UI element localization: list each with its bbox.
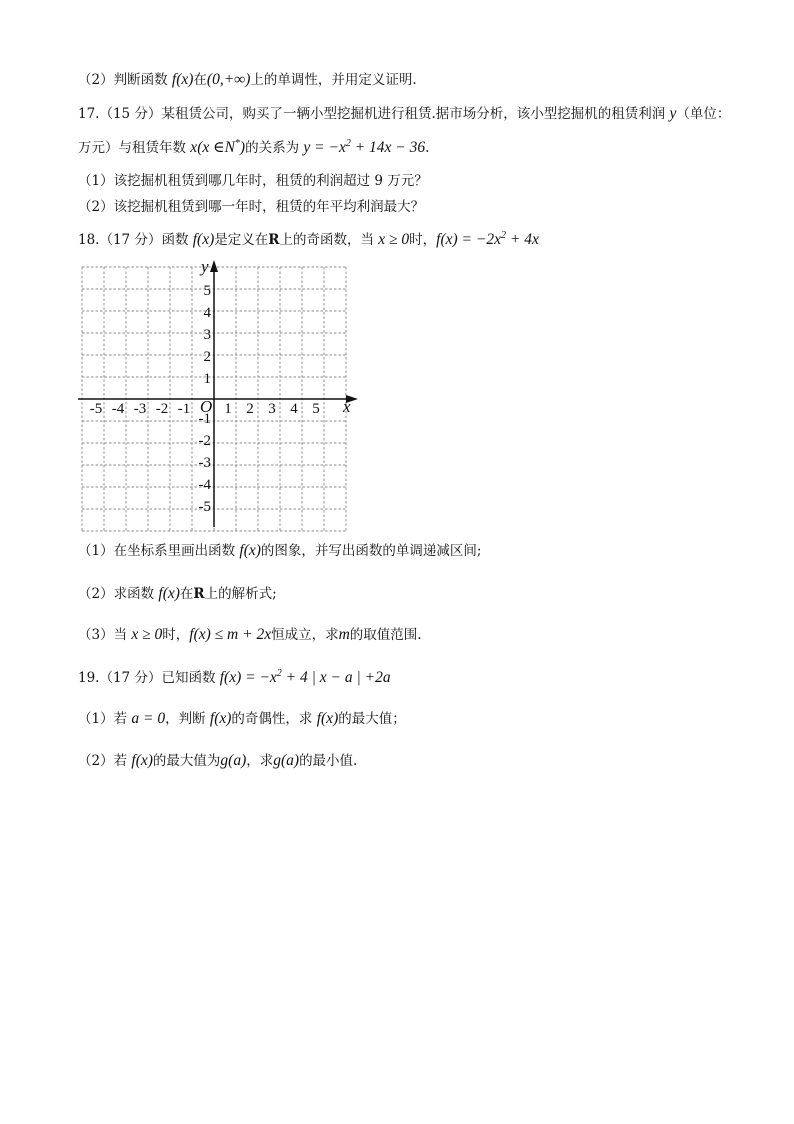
y-tick-label: 5 — [203, 283, 211, 299]
text: 时， — [409, 232, 437, 248]
math-R: R — [193, 586, 205, 602]
math-fx: f(x) — [192, 231, 215, 248]
text: （1）在坐标系里画出函数 — [78, 543, 240, 559]
problem-17-relation — [78, 138, 429, 158]
text: ，求 — [246, 753, 274, 769]
y-tick-label: -3 — [198, 455, 211, 471]
math-condition: a = 0 — [131, 710, 166, 727]
x-tick-label: 3 — [268, 401, 276, 417]
text: 的图象，并写出函数的单调递减区间; — [260, 543, 482, 559]
x-tick-label: 4 — [290, 401, 298, 417]
problem-18-part-3 — [78, 625, 422, 645]
text: 在 — [179, 586, 194, 602]
text: 的最大值为 — [152, 753, 221, 769]
math-fx: f(x) — [171, 71, 194, 88]
problem-17-part-2: （2）该挖掘机租赁到哪一年时，租赁的年平均利润最大？ — [78, 199, 425, 215]
y-axis-arrow — [210, 260, 218, 272]
text: 18.（17 分）函数 — [78, 232, 193, 248]
x-tick-label: -1 — [177, 401, 191, 417]
text: 的奇偶性，求 — [231, 711, 317, 727]
x-tick-label: -2 — [155, 401, 169, 417]
x-tick-label: 1 — [224, 401, 232, 417]
problem-18-part-1 — [78, 541, 481, 561]
math-interval: (0,+∞) — [206, 71, 251, 88]
text: 时， — [162, 627, 190, 643]
text: （3）当 — [78, 627, 132, 643]
math-ga: g(a) — [273, 752, 300, 769]
math-equation: $f(x) = -2x^2 + 4x$ — [436, 230, 539, 248]
math-m: m — [338, 626, 350, 643]
text: 是定义在 — [214, 232, 269, 248]
text: （1）若 — [78, 711, 132, 727]
problem-18-header — [78, 230, 539, 250]
math-condition: (x ∈N*) — [197, 138, 246, 156]
x-tick-label: 5 — [312, 401, 320, 417]
text: 17.（15 分）某租赁公司，购买了一辆小型挖掘机进行租赁.据市场分析，该小型挖掘机的租赁利润 — [78, 106, 670, 122]
text: 上的单调性，并用定义证明. — [250, 72, 417, 88]
y-tick-label: -5 — [198, 499, 211, 515]
problem-16-part-2 — [78, 70, 417, 90]
y-tick-label: -4 — [198, 477, 211, 493]
math-x: x — [190, 139, 198, 156]
problem-17-part-1: （1）该挖掘机租赁到哪几年时，租赁的利润超过 9 万元？ — [78, 173, 428, 189]
text: ，判断 — [165, 711, 210, 727]
text: 恒成立，求 — [271, 627, 339, 643]
math-y: y — [669, 105, 677, 122]
x-tick-label: -4 — [111, 401, 125, 417]
x-tick-label: 2 — [246, 401, 254, 417]
math-fx: f(x) — [131, 752, 153, 769]
y-axis-label: y — [201, 257, 209, 276]
x-tick-label: -3 — [133, 401, 147, 417]
problem-17-header — [78, 104, 730, 124]
text: 的最大值； — [338, 711, 406, 727]
math-equation: $y = -x^2 + 14x - 36$ — [303, 138, 426, 156]
math-condition: x ≥ 0 — [131, 626, 163, 643]
y-tick-label: 3 — [203, 327, 211, 343]
origin-label: O — [200, 397, 213, 416]
y-tick-label: 4 — [203, 305, 211, 321]
text: 万元）与租赁年数 — [78, 140, 191, 156]
y-tick-label: 2 — [203, 349, 211, 365]
y-tick-label: -1 — [198, 411, 211, 427]
problem-18-part-2 — [78, 584, 277, 604]
text: 在 — [193, 72, 207, 88]
text: . — [425, 140, 430, 156]
problem-19-part-1 — [78, 709, 406, 729]
math-condition: x ≥ 0 — [378, 231, 410, 248]
y-tick-label: -2 — [198, 433, 211, 449]
text: （单位： — [676, 106, 731, 122]
math-ga: g(a) — [220, 752, 247, 769]
text: 上的解析式; — [204, 586, 277, 602]
math-fx: f(x) — [316, 710, 339, 727]
math-inequality: f(x) ≤ m + 2x — [189, 626, 272, 643]
text: （2）求函数 — [78, 586, 159, 602]
math-fx: f(x) — [209, 710, 232, 727]
x-tick-label: -5 — [89, 401, 103, 417]
math-R: R — [268, 232, 280, 248]
math-fx: f(x) — [158, 585, 180, 602]
math-fx: f(x) — [239, 542, 261, 559]
text: 的最小值. — [299, 753, 358, 769]
math-equation: $f(x) = -x^2 + 4$ | x − a | +2a — [219, 668, 391, 686]
coordinate-grid — [60, 252, 380, 532]
y-tick-label: 1 — [203, 371, 211, 387]
problem-19-header — [78, 668, 391, 688]
problem-19-part-2 — [78, 751, 357, 771]
text: 上的奇函数，当 — [279, 232, 379, 248]
text: 的关系为 — [245, 140, 304, 156]
text: 19.（17 分）已知函数 — [78, 670, 220, 686]
text: （2）若 — [78, 753, 132, 769]
text: 的取值范围. — [349, 627, 422, 643]
text: （2）判断函数 — [78, 72, 172, 88]
x-axis-label: x — [343, 397, 351, 416]
